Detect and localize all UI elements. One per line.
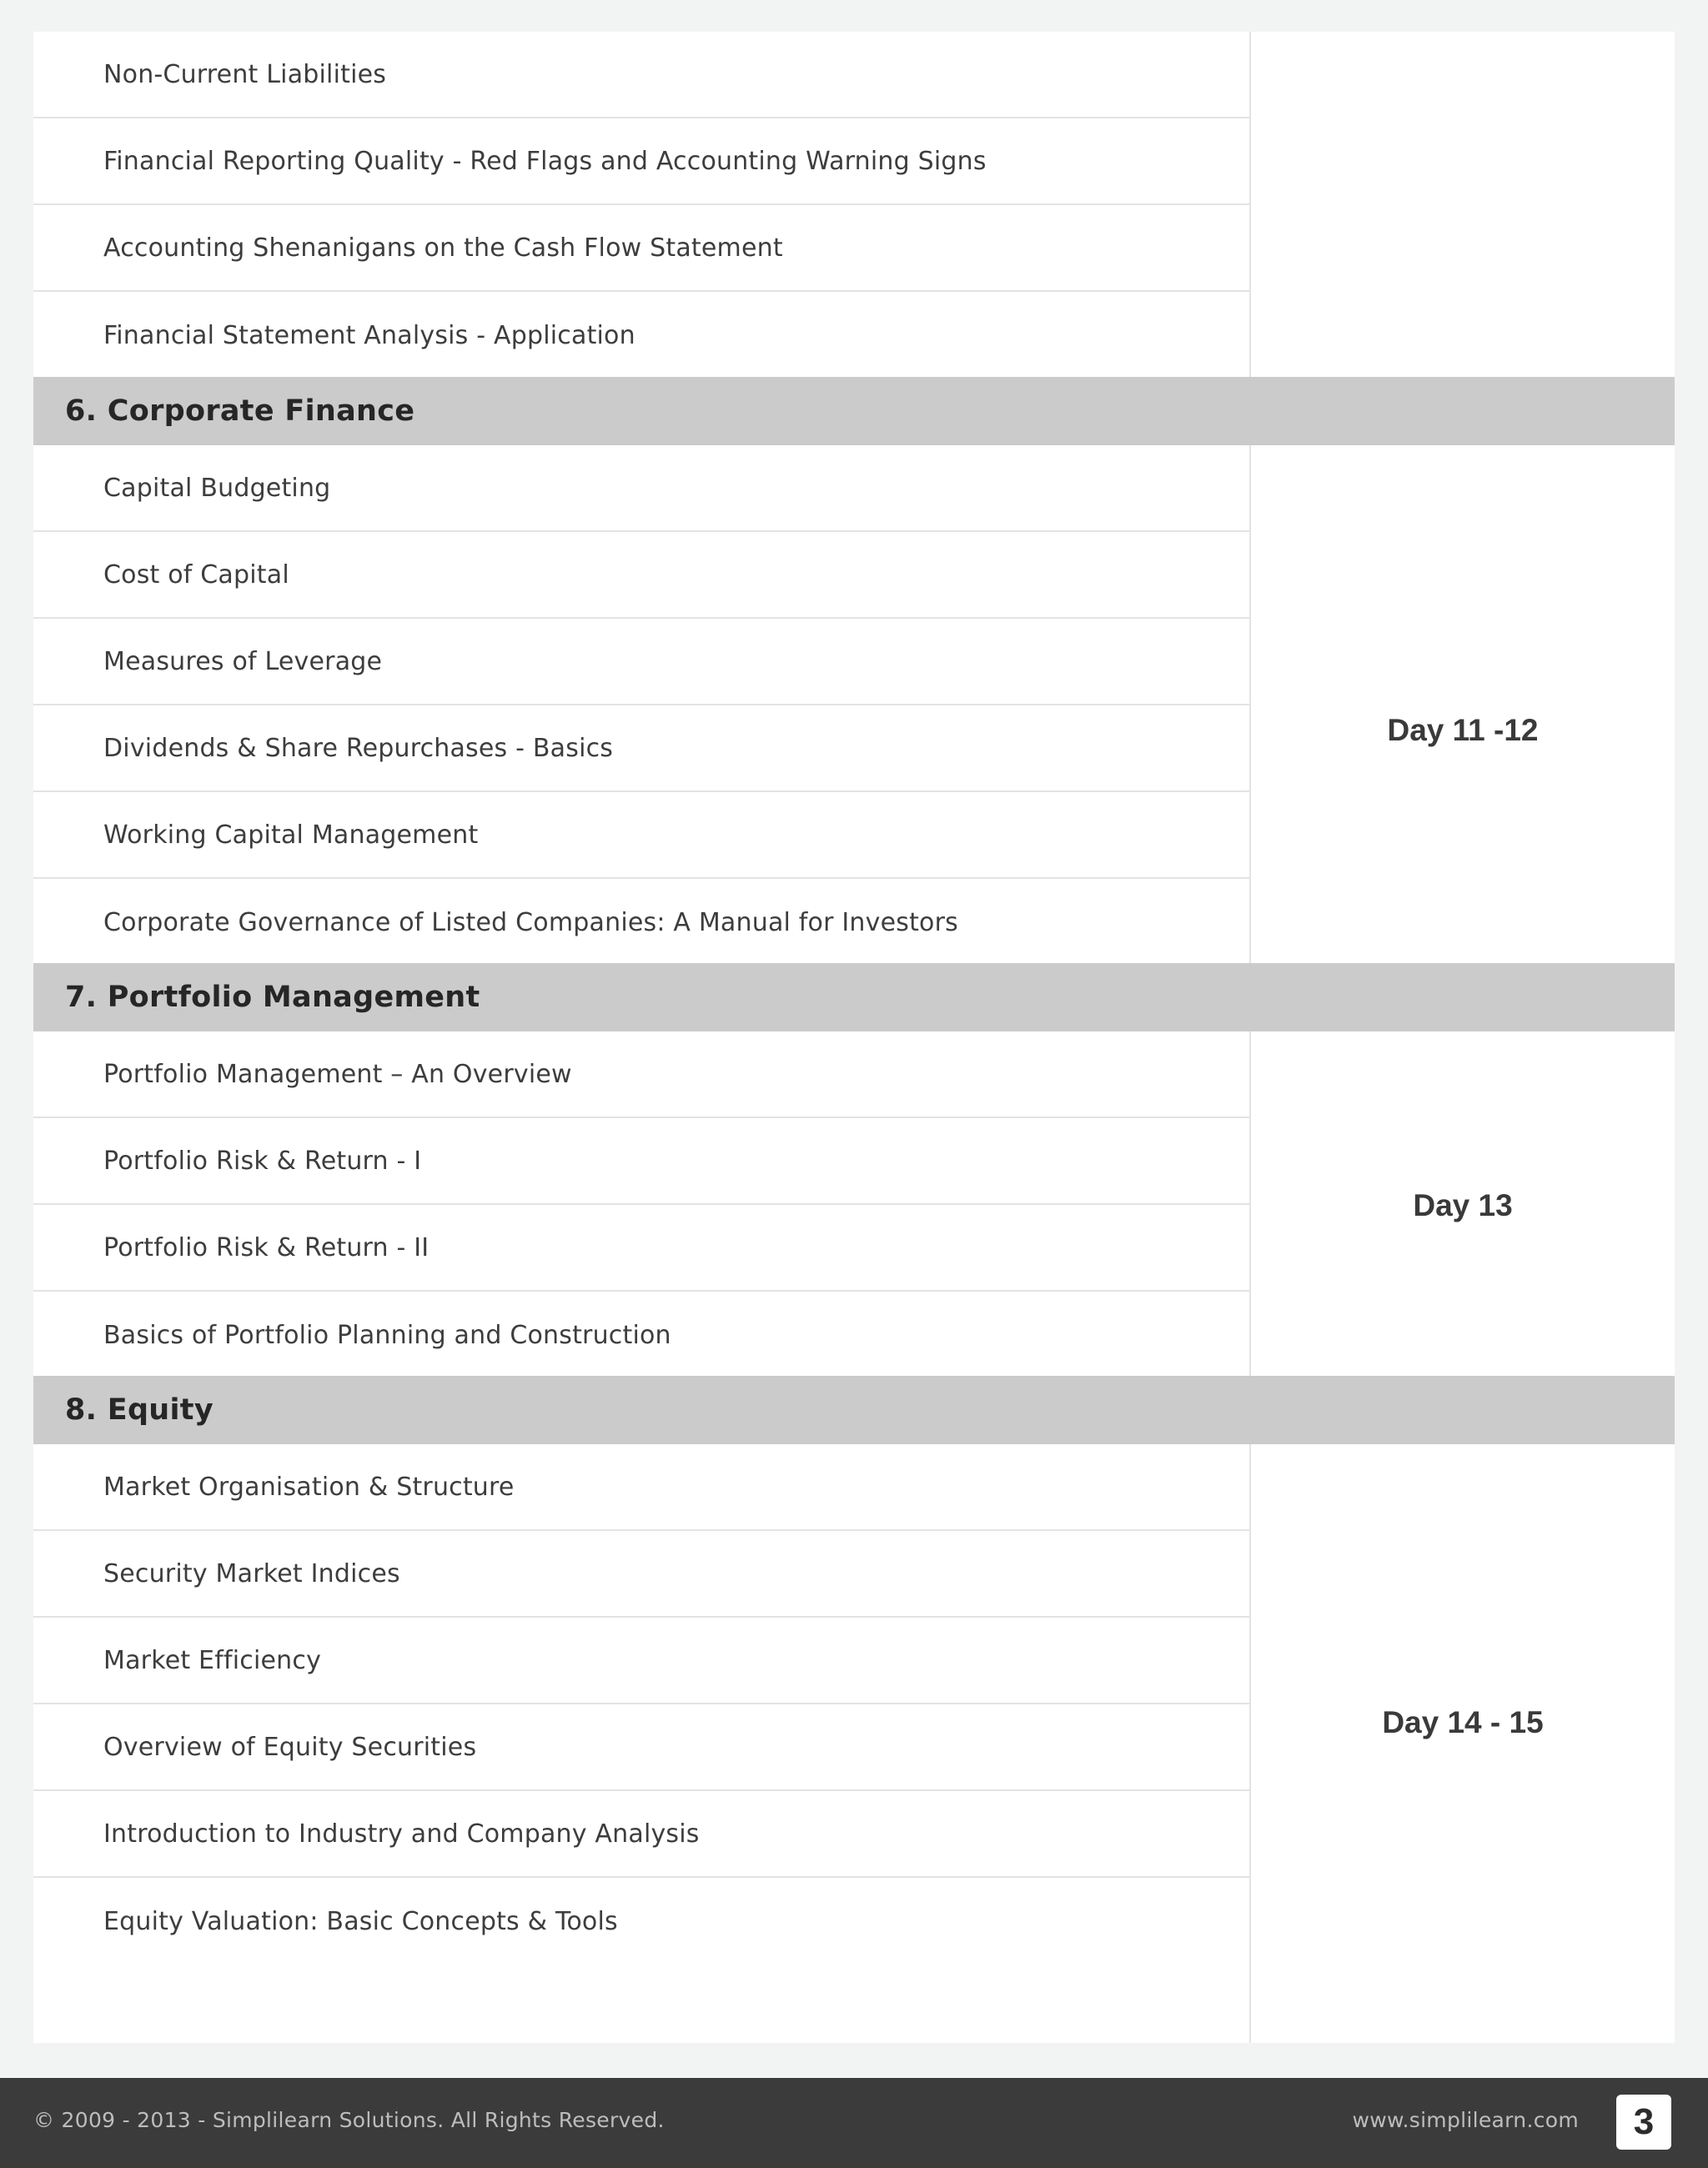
topic-row [33,1292,1249,1378]
day-label: Day 14 - 15 [1382,1705,1544,1739]
section-title: 8. Equity [65,1393,214,1427]
topic-label: Introduction to Industry and Company Analysis [103,1819,700,1849]
topic-label: Equity Valuation: Basic Concepts & Tools [103,1906,618,1936]
topic-label: Market Efficiency [103,1645,322,1675]
copyright-text: © 2009 - 2013 - Simplilearn Solutions. All Rights Reserved. [33,2108,665,2132]
topic-label: Accounting Shenanigans on the Cash Flow Statement [103,233,783,263]
topic-label: Financial Statement Analysis - Application [103,320,635,350]
topic-label: Measures of Leverage [103,646,383,676]
topic-row [33,292,1249,379]
topic-label: Non-Current Liabilities [103,59,387,89]
topic-row [33,1704,1249,1791]
topic-label: Dividends & Share Repurchases - Basics [103,733,614,763]
topic-row [33,879,1249,966]
topic-label: Portfolio Risk & Return - I [103,1146,422,1176]
topic-row [33,619,1249,705]
topic-row [33,1878,1249,1965]
topic-label: Corporate Governance of Listed Companies: A Manual for Investors [103,907,958,937]
topic-row [33,705,1249,792]
topic-row [33,532,1249,619]
topic-label: Portfolio Risk & Return - II [103,1232,430,1262]
page-number: 3 [1616,2095,1671,2150]
topic-row [33,1118,1249,1205]
topic-row [33,118,1249,205]
topic-label: Capital Budgeting [103,473,331,503]
topic-label: Cost of Capital [103,560,289,590]
topic-label: Working Capital Management [103,820,479,850]
topic-row [33,445,1249,532]
syllabus-table [33,32,1675,2043]
section-header-corporate-finance [33,377,1675,445]
topic-label: Financial Reporting Quality - Red Flags and Accounting Warning Signs [103,146,987,176]
column-divider [1249,32,1251,2043]
section-title: 7. Portfolio Management [65,981,480,1014]
section-header-portfolio-management [33,963,1675,1031]
topic-label: Security Market Indices [103,1558,400,1588]
topic-row [33,1618,1249,1704]
topic-row [33,32,1249,118]
page-footer [0,2078,1708,2168]
topic-row [33,1031,1249,1118]
topic-row [33,1205,1249,1292]
topic-label: Overview of Equity Securities [103,1732,477,1762]
website-link[interactable]: www.simplilearn.com [1352,2108,1579,2132]
topic-label: Basics of Portfolio Planning and Construction [103,1320,671,1350]
topic-row [33,205,1249,292]
topic-label: Market Organisation & Structure [103,1472,515,1502]
topic-row [33,1791,1249,1878]
section-header-equity [33,1376,1675,1444]
day-label: Day 13 [1413,1188,1513,1222]
section-title: 6. Corporate Finance [65,394,415,428]
topic-row [33,1444,1249,1531]
topic-row [33,792,1249,879]
topic-row [33,1531,1249,1618]
topic-label: Portfolio Management – An Overview [103,1059,572,1089]
day-label: Day 11 -12 [1387,713,1539,747]
